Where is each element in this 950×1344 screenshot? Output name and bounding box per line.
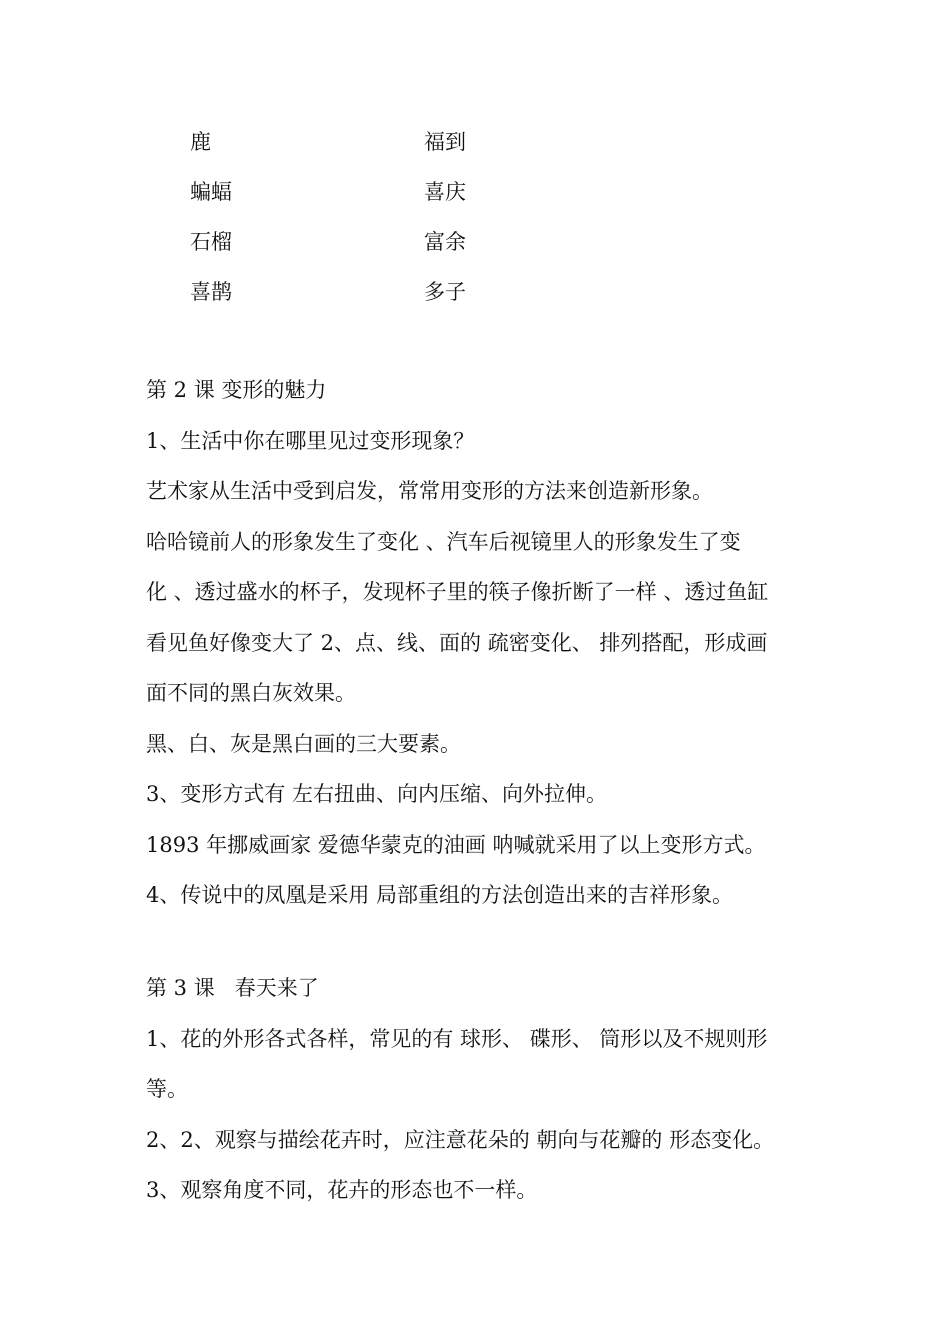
lesson-3-section <box>146 963 826 1216</box>
lesson-3-title: 第 3 课 春天来了 <box>146 976 319 1000</box>
pair-meaning: 富余 <box>424 230 466 254</box>
pair-meaning: 福到 <box>424 130 466 154</box>
paragraph-line: 化 、透过盛水的杯子，发现杯子里的筷子像折断了一样 、透过鱼缸 <box>146 580 769 604</box>
paragraph-line: 黑、白、灰是黑白画的三大要素。 <box>146 731 461 756</box>
pair-animal: 喜鹊 <box>190 280 232 304</box>
pair-animal: 石榴 <box>190 230 232 254</box>
paragraph-line: 1893 年挪威画家 爱德华蒙克的油画 呐喊就采用了以上变形方式。 <box>146 832 766 857</box>
pair-row <box>190 266 584 316</box>
lesson-2-title: 第 2 课 变形的魅力 <box>146 378 327 402</box>
paragraph-line: 2、2、观察与描绘花卉时，应注意花朵的 朝向与花瓣的 形态变化。 <box>146 1127 775 1152</box>
pair-row <box>190 216 584 266</box>
paragraph-line: 1、生活中你在哪里见过变形现象？ <box>146 428 475 453</box>
paragraph-line: 3、观察角度不同，花卉的形态也不一样。 <box>146 1178 538 1202</box>
pair-animal: 鹿 <box>190 130 211 154</box>
paragraph-line: 看见鱼好像变大了 2、点、线、面的 疏密变化、 排列搭配，形成画 <box>146 630 768 655</box>
matching-pairs <box>190 116 584 316</box>
pair-meaning: 喜庆 <box>424 180 466 204</box>
lesson-2-section <box>146 365 826 921</box>
pair-meaning: 多子 <box>424 280 466 304</box>
paragraph-line: 4、传说中的凤凰是采用 局部重组的方法创造出来的吉祥形象。 <box>146 883 734 907</box>
paragraph-line: 3、变形方式有 左右扭曲、向内压缩、向外拉伸。 <box>146 782 608 806</box>
pair-row <box>190 166 584 216</box>
paragraph-line: 艺术家从生活中受到启发，常常用变形的方法来创造新形象。 <box>146 479 713 503</box>
pair-row <box>190 116 584 166</box>
paragraph-line: 等。 <box>146 1077 188 1101</box>
paragraph-line: 面不同的黑白灰效果。 <box>146 681 356 705</box>
pair-animal: 蝙蝠 <box>190 180 232 204</box>
paragraph-line: 哈哈镜前人的形象发生了变化 、汽车后视镜里人的形象发生了变 <box>146 529 741 554</box>
paragraph-line: 1、花的外形各式各样，常见的有 球形、 碟形、 筒形以及不规则形 <box>146 1026 768 1051</box>
